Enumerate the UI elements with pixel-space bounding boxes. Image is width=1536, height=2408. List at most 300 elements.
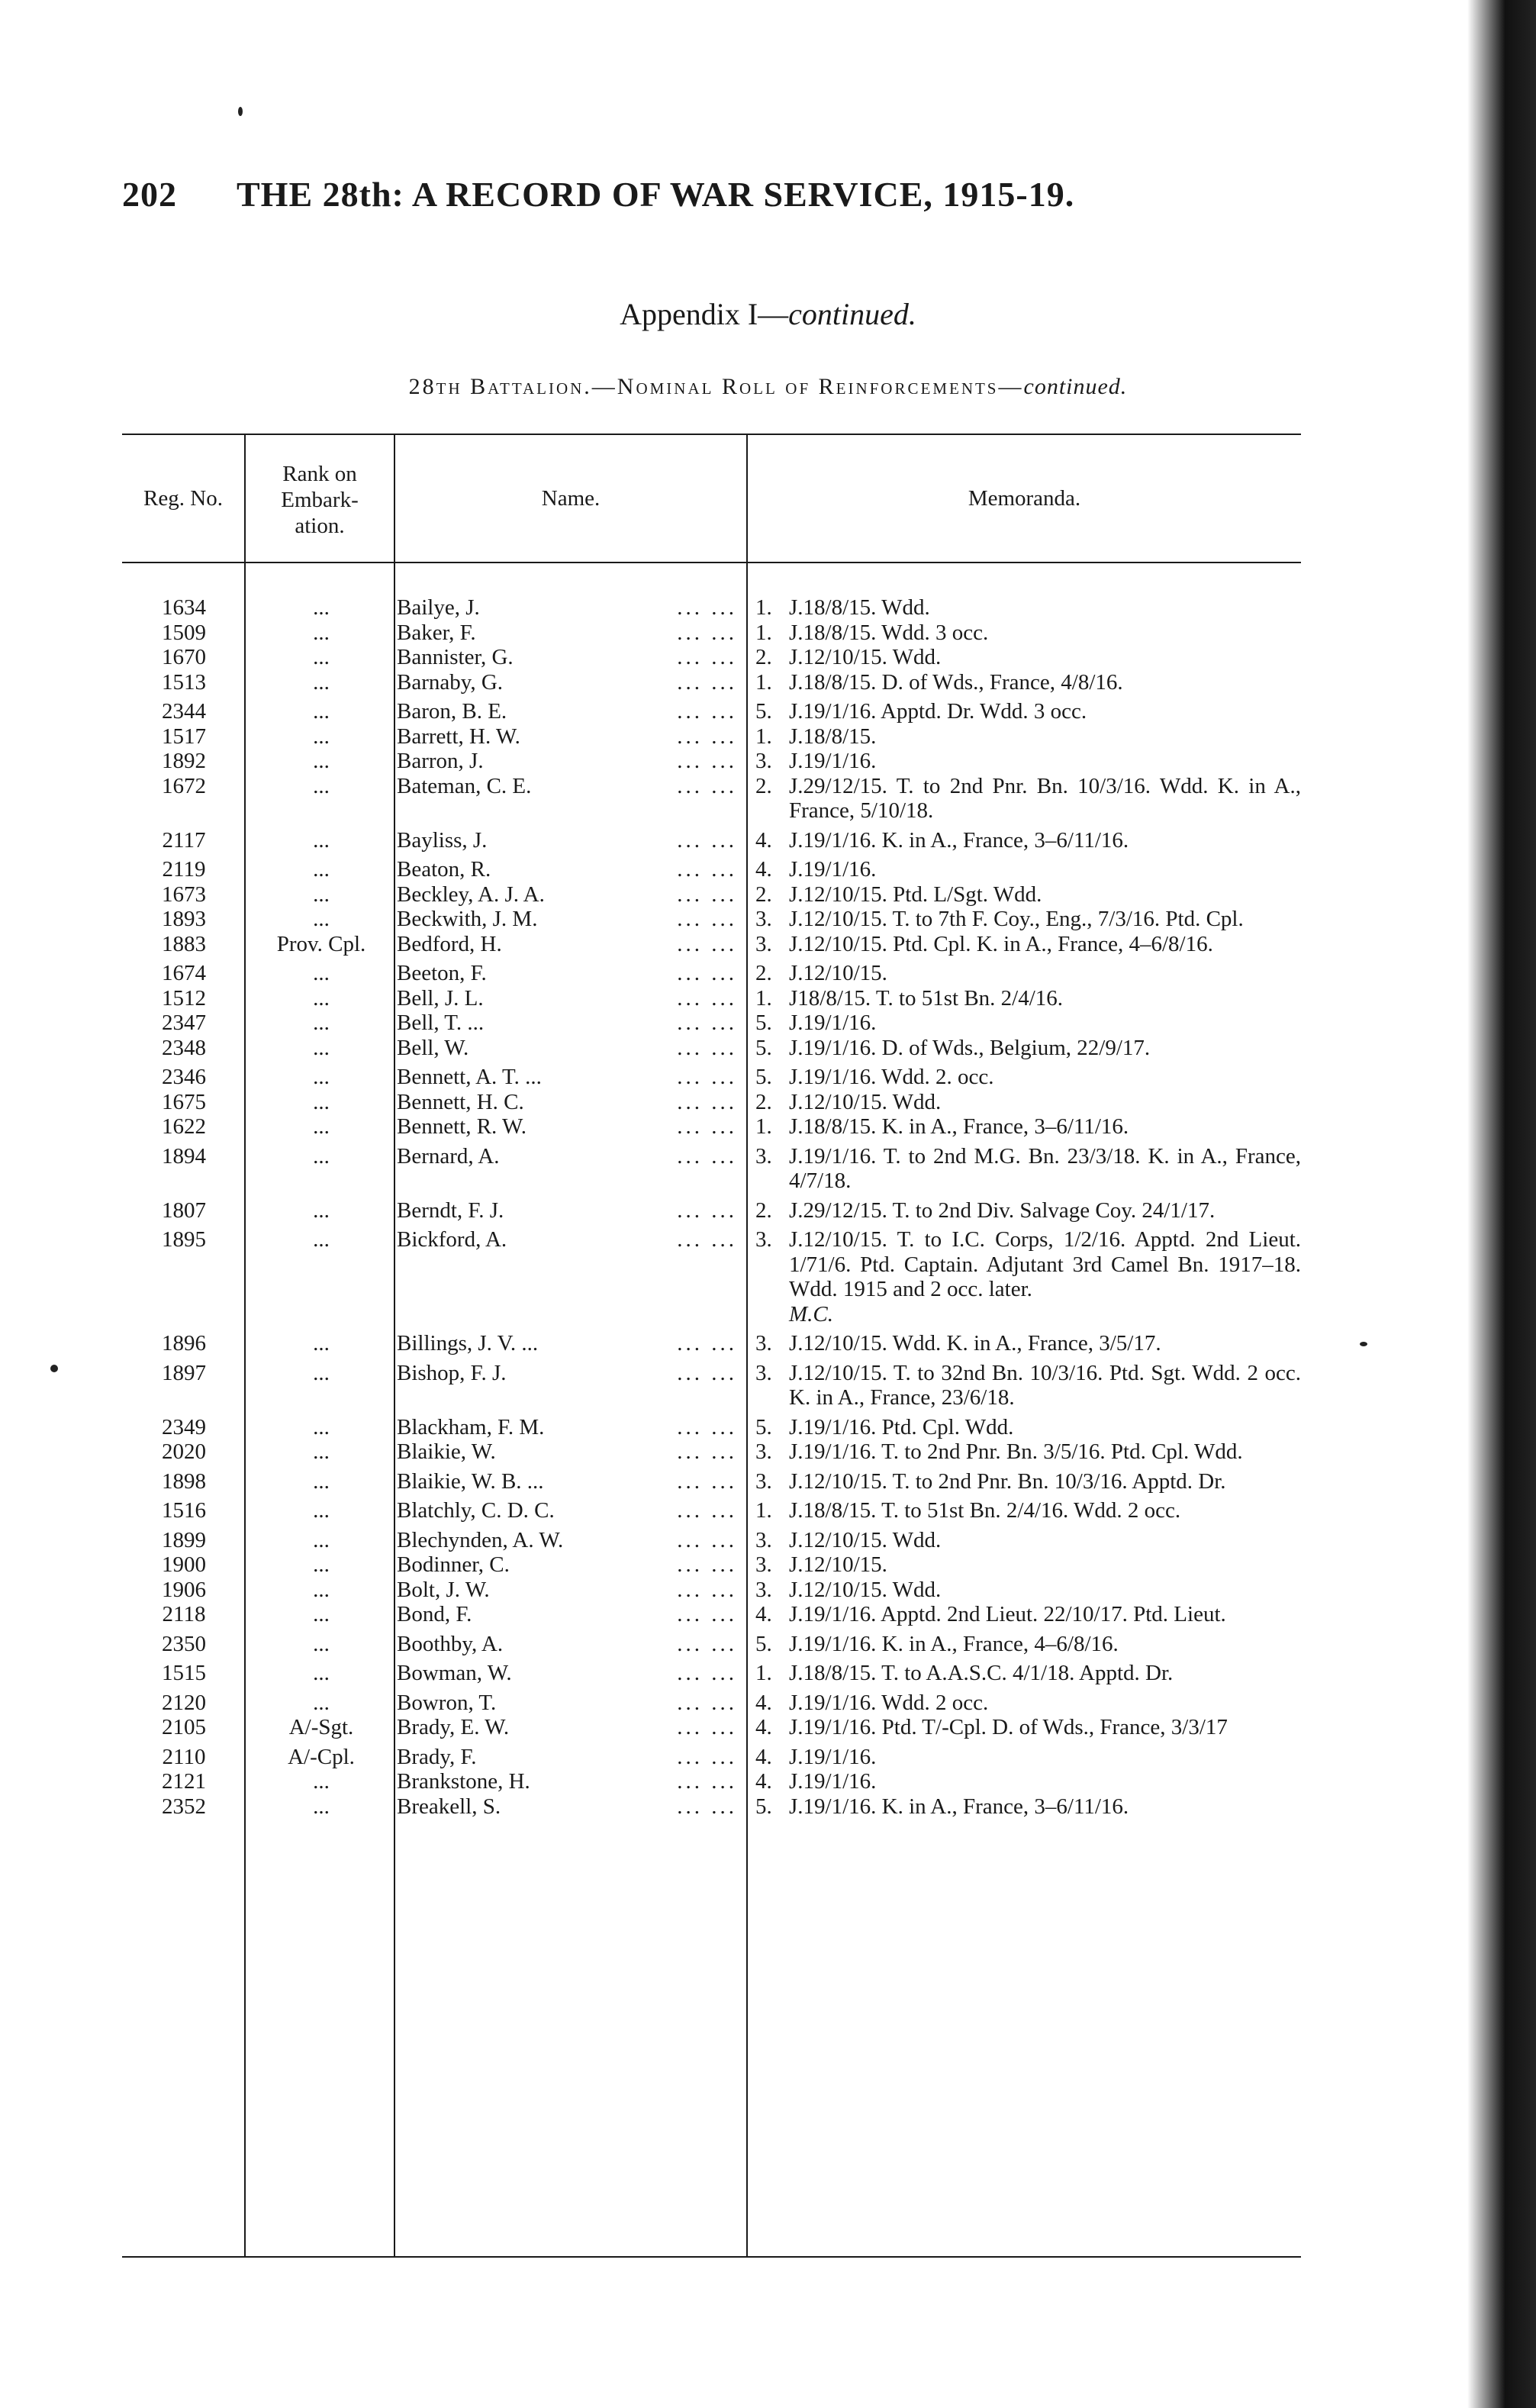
soldier-name-cell [397, 1745, 755, 1770]
reinforcement-number: 3. [755, 1331, 772, 1356]
nominal-roll-body [122, 595, 1301, 1819]
memoranda-body: J.19/1/16. K. in A., France, 3–6/11/16. [789, 827, 1129, 853]
table-row [122, 1498, 1301, 1523]
rank-on-embarkation: ... [313, 1690, 330, 1715]
rank-on-embarkation: ... [313, 1439, 330, 1464]
soldier-name: Barnaby, G. [397, 669, 504, 695]
memoranda-body: J.19/1/16. [789, 749, 877, 773]
table-row [122, 621, 1301, 646]
reinforcement-number: 1. [755, 724, 772, 749]
memoranda-text [789, 882, 1301, 907]
table-row [122, 1198, 1301, 1223]
memoranda-text [789, 670, 1301, 695]
memoranda-text [789, 1227, 1301, 1326]
table-row [122, 1114, 1301, 1140]
soldier-name-cell [397, 1198, 755, 1223]
reinforcement-number: 5. [755, 1011, 772, 1035]
reg-number: 1675 [162, 1089, 206, 1114]
soldier-name: Bell, T. ... [397, 1011, 485, 1035]
subtitle-continued: continued. [1023, 374, 1128, 399]
memoranda-body: J.12/10/15. Wdd. [789, 1089, 942, 1114]
leader-dots: ... ... [677, 1498, 737, 1523]
reg-number: 1674 [162, 961, 206, 985]
memoranda-text [789, 1632, 1301, 1657]
table-row [122, 1661, 1301, 1686]
memoranda-body: J.18/8/15. T. to 51st Bn. 2/4/16. Wdd. 2 occ. [789, 1498, 1181, 1523]
soldier-name-cell [397, 882, 755, 907]
table-row [122, 724, 1301, 749]
reg-number: 2105 [162, 1715, 206, 1739]
rank-on-embarkation: ... [313, 749, 330, 773]
memoranda-cell [755, 961, 1301, 986]
table-row [122, 645, 1301, 670]
leader-dots: ... ... [677, 1143, 737, 1169]
table-row [122, 1552, 1301, 1578]
soldier-name: Bolt, J. W. [397, 1577, 490, 1602]
reinforcement-number: 3. [755, 1527, 772, 1552]
leader-dots: ... ... [677, 1227, 737, 1252]
memoranda-text [789, 1691, 1301, 1716]
soldier-name-cell [397, 1227, 755, 1326]
soldier-name: Bishop, F. J. [397, 1360, 507, 1385]
reg-number: 1906 [162, 1577, 206, 1602]
leader-dots: ... ... [677, 1794, 737, 1819]
soldier-name: Bell, W. [397, 1035, 469, 1060]
memoranda-body: J.18/8/15. Wdd. [789, 595, 930, 620]
soldier-name: Baker, F. [397, 620, 476, 645]
reinforcement-number: 4. [755, 827, 772, 853]
table-row [122, 1715, 1301, 1740]
memoranda-text [789, 1578, 1301, 1603]
memoranda-text [789, 621, 1301, 646]
reg-number: 2349 [162, 1414, 206, 1439]
leader-dots: ... ... [677, 724, 737, 749]
rank-on-embarkation: ... [313, 1227, 330, 1252]
table-row [122, 932, 1301, 957]
memoranda-body: J.12/10/15. Wdd. [789, 645, 942, 669]
soldier-name: Bailye, J. [397, 595, 480, 620]
scan-speck [238, 107, 243, 116]
reinforcement-number: 1. [755, 620, 772, 645]
leader-dots: ... ... [677, 1552, 737, 1577]
table-row [122, 1794, 1301, 1820]
rank-on-embarkation: ... [313, 1331, 330, 1356]
soldier-name-cell [397, 907, 755, 932]
memoranda-body: J.19/1/16. T. to 2nd Pnr. Bn. 3/5/16. Ptd. Cpl. Wdd. [789, 1439, 1243, 1464]
memoranda-text [789, 1065, 1301, 1090]
leader-dots: ... ... [677, 1690, 737, 1715]
reinforcement-number: 5. [755, 1414, 772, 1439]
reinforcement-number: 2. [755, 882, 772, 907]
leader-dots: ... ... [677, 985, 737, 1011]
scan-speck [1360, 1342, 1367, 1346]
leader-dots: ... ... [677, 1744, 737, 1769]
soldier-name: Brady, F. [397, 1744, 477, 1769]
reinforcement-number: 3. [755, 1468, 772, 1494]
memoranda-body: J.12/10/15. T. to I.C. Corps, 1/2/16. Apptd. 2nd Lieut. 1/71/6. Ptd. Captain. Adjutant 3rd Camel Bn. 1917–18. Wdd. 1915 and 2 occ. later. [789, 1227, 1301, 1301]
memoranda-cell [755, 699, 1301, 724]
reinforcement-number: 3. [755, 1439, 772, 1464]
leader-dots: ... ... [677, 773, 737, 798]
soldier-name-cell [397, 1602, 755, 1627]
memoranda-text [789, 1552, 1301, 1578]
soldier-name: Berndt, F. J. [397, 1198, 504, 1223]
reg-number: 2350 [162, 1631, 206, 1656]
roll-subtitle [0, 374, 1536, 400]
leader-dots: ... ... [677, 907, 737, 931]
rank-on-embarkation: ... [313, 1577, 330, 1602]
memoranda-text [789, 645, 1301, 670]
rank-on-embarkation: Prov. Cpl. [276, 931, 366, 956]
memoranda-cell [755, 1661, 1301, 1686]
table-row [122, 1745, 1301, 1770]
memoranda-body: J.18/8/15. Wdd. 3 occ. [789, 620, 989, 645]
memoranda-text [789, 986, 1301, 1011]
reg-number: 1893 [162, 907, 206, 931]
scan-speck [50, 1365, 58, 1372]
reinforcement-number: 1. [755, 1661, 772, 1685]
reg-number: 2110 [162, 1744, 206, 1769]
soldier-name: Bodinner, C. [397, 1552, 510, 1577]
memoranda-cell [755, 907, 1301, 932]
col-header-name: Name. [541, 486, 601, 511]
memoranda-text [789, 1528, 1301, 1553]
soldier-name: Brady, E. W. [397, 1715, 510, 1739]
memoranda-cell [755, 621, 1301, 646]
col-header-rank-line: Embark- [281, 488, 359, 512]
memoranda-cell [755, 645, 1301, 670]
scan-edge-shadow [1467, 0, 1536, 2408]
soldier-name-cell [397, 699, 755, 724]
memoranda-cell [755, 1691, 1301, 1716]
memoranda-cell [755, 1198, 1301, 1223]
reinforcement-number: 5. [755, 699, 772, 724]
soldier-name-cell [397, 1090, 755, 1115]
subtitle-text: 28th Battalion.—Nominal Roll of Reinforcements— [408, 374, 1024, 399]
soldier-name-cell [397, 1715, 755, 1740]
memoranda-text [789, 1198, 1301, 1223]
soldier-name-cell [397, 1144, 755, 1194]
soldier-name: Bayliss, J. [397, 827, 488, 853]
rank-on-embarkation: ... [313, 1011, 330, 1035]
rank-on-embarkation: ... [313, 595, 330, 620]
rank-on-embarkation: ... [313, 1498, 330, 1523]
reinforcement-number: 3. [755, 931, 772, 956]
soldier-name-cell [397, 961, 755, 986]
memoranda-body: J.12/10/15. Wdd. [789, 1577, 942, 1602]
decoration-award: M.C. [789, 1301, 833, 1326]
leader-dots: ... ... [677, 857, 737, 882]
soldier-name: Bennett, H. C. [397, 1089, 524, 1114]
reinforcement-number: 2. [755, 961, 772, 985]
table-row [122, 1065, 1301, 1090]
memoranda-body: J.18/8/15. T. to A.A.S.C. 4/1/18. Apptd. Dr. [789, 1661, 1174, 1685]
soldier-name-cell [397, 1065, 755, 1090]
table-row [122, 857, 1301, 882]
reg-number: 1896 [162, 1331, 206, 1356]
memoranda-body: J18/8/15. T. to 51st Bn. 2/4/16. [789, 985, 1064, 1011]
soldier-name-cell [397, 932, 755, 957]
soldier-name-cell [397, 828, 755, 853]
page-number: 202 [122, 175, 177, 214]
reg-number: 1673 [162, 882, 206, 907]
reinforcement-number: 1. [755, 1114, 772, 1139]
rank-on-embarkation: ... [313, 1089, 330, 1114]
rank-on-embarkation: ... [313, 1527, 330, 1552]
reinforcement-number: 1. [755, 669, 772, 695]
col-header-reg: Reg. No. [143, 486, 223, 511]
reinforcement-number: 3. [755, 1577, 772, 1602]
memoranda-body: J.29/12/15. T. to 2nd Div. Salvage Coy. 24/1/17. [789, 1198, 1216, 1223]
table-row [122, 961, 1301, 986]
soldier-name: Bell, J. L. [397, 985, 484, 1011]
appendix-title [0, 296, 1536, 332]
memoranda-body: J.19/1/16. Apptd. 2nd Lieut. 22/10/17. Ptd. Lieut. [789, 1602, 1226, 1626]
soldier-name-cell [397, 1415, 755, 1440]
rank-on-embarkation: ... [313, 907, 330, 931]
reg-number: 2020 [162, 1439, 206, 1464]
col-header-rank-line: ation. [295, 514, 345, 538]
memoranda-cell [755, 1090, 1301, 1115]
rank-on-embarkation: ... [313, 1360, 330, 1385]
reinforcement-number: 3. [755, 907, 772, 931]
soldier-name-cell [397, 1528, 755, 1553]
soldier-name-cell [397, 1578, 755, 1603]
memoranda-cell [755, 1528, 1301, 1553]
memoranda-cell [755, 1331, 1301, 1356]
appendix-label: Appendix I— [620, 297, 789, 331]
memoranda-text [789, 749, 1301, 774]
memoranda-text [789, 857, 1301, 882]
soldier-name: Bickford, A. [397, 1227, 507, 1252]
leader-dots: ... ... [677, 749, 737, 773]
memoranda-cell [755, 1036, 1301, 1061]
reinforcement-number: 5. [755, 1794, 772, 1819]
memoranda-body: J.19/1/16. K. in A., France, 3–6/11/16. [789, 1794, 1129, 1819]
rank-on-embarkation: ... [313, 961, 330, 985]
memoranda-text [789, 699, 1301, 724]
soldier-name: Billings, J. V. ... [397, 1331, 539, 1356]
reinforcement-number: 5. [755, 1631, 772, 1656]
reg-number: 1897 [162, 1360, 206, 1385]
memoranda-body: J.29/12/15. T. to 2nd Pnr. Bn. 10/3/16. Wdd. K. in A., France, 5/10/18. [789, 773, 1301, 823]
table-row [122, 1331, 1301, 1356]
leader-dots: ... ... [677, 1715, 737, 1739]
soldier-name-cell [397, 857, 755, 882]
soldier-name: Blatchly, C. D. C. [397, 1498, 555, 1523]
rank-on-embarkation: A/-Cpl. [288, 1744, 355, 1769]
reinforcement-number: 4. [755, 1715, 772, 1739]
book-title: THE 28th: A RECORD OF WAR SERVICE, 1915-19. [237, 175, 1075, 214]
soldier-name: Bowman, W. [397, 1661, 512, 1685]
soldier-name: Barrett, H. W. [397, 724, 520, 749]
soldier-name: Boothby, A. [397, 1631, 504, 1656]
memoranda-text [789, 1602, 1301, 1627]
table-row [122, 907, 1301, 932]
reg-number: 1513 [162, 669, 206, 695]
memoranda-cell [755, 828, 1301, 853]
col-header-rank [246, 461, 394, 539]
reg-number: 1895 [162, 1227, 206, 1252]
leader-dots: ... ... [677, 1089, 737, 1114]
memoranda-body: J.19/1/16. Ptd. T/-Cpl. D. of Wds., France, 3/3/17 [789, 1715, 1228, 1739]
header-bottom-rule [122, 562, 1301, 563]
table-top-rule [122, 434, 1301, 435]
memoranda-text [789, 1011, 1301, 1036]
table-row [122, 1602, 1301, 1627]
table-row [122, 1578, 1301, 1603]
memoranda-body: J.12/10/15. [789, 961, 887, 985]
leader-dots: ... ... [677, 1468, 737, 1494]
soldier-name-cell [397, 1361, 755, 1410]
reg-number: 1892 [162, 749, 206, 773]
rank-on-embarkation: ... [313, 985, 330, 1011]
rank-on-embarkation: ... [313, 1794, 330, 1819]
soldier-name-cell [397, 724, 755, 749]
memoranda-cell [755, 1602, 1301, 1627]
table-row [122, 882, 1301, 907]
memoranda-cell [755, 857, 1301, 882]
reg-number: 2347 [162, 1011, 206, 1035]
soldier-name: Bennett, R. W. [397, 1114, 526, 1139]
reinforcement-number: 3. [755, 1552, 772, 1577]
memoranda-text [789, 1715, 1301, 1740]
rank-on-embarkation: ... [313, 1065, 330, 1089]
reg-number: 2352 [162, 1794, 206, 1819]
memoranda-body: J.18/8/15. D. of Wds., France, 4/8/16. [789, 669, 1123, 695]
reinforcement-number: 4. [755, 1769, 772, 1794]
reg-number: 2348 [162, 1035, 206, 1060]
reinforcement-number: 2. [755, 645, 772, 669]
memoranda-text [789, 1415, 1301, 1440]
reinforcement-number: 3. [755, 1360, 772, 1385]
memoranda-text [789, 1331, 1301, 1356]
table-row [122, 1469, 1301, 1494]
reinforcement-number: 3. [755, 1143, 772, 1169]
reg-number: 1509 [162, 620, 206, 645]
rank-on-embarkation: ... [313, 1143, 330, 1169]
memoranda-cell [755, 1794, 1301, 1820]
memoranda-body: J.18/8/15. [789, 724, 877, 749]
memoranda-body: J.12/10/15. Ptd. Cpl. K. in A., France, 4–6/8/16. [789, 931, 1213, 956]
table-row [122, 1632, 1301, 1657]
memoranda-body: J.19/1/16. Ptd. Cpl. Wdd. [789, 1414, 1014, 1439]
table-row [122, 1144, 1301, 1194]
soldier-name-cell [397, 645, 755, 670]
appendix-continued: continued. [788, 297, 916, 331]
reg-number: 1516 [162, 1498, 206, 1523]
reg-number: 1899 [162, 1527, 206, 1552]
memoranda-text [789, 1114, 1301, 1140]
reg-number: 1894 [162, 1143, 206, 1169]
memoranda-text [789, 724, 1301, 749]
rank-on-embarkation: ... [313, 1198, 330, 1223]
memoranda-body: J.19/1/16. [789, 1011, 877, 1035]
reinforcement-number: 3. [755, 1227, 772, 1252]
leader-dots: ... ... [677, 620, 737, 645]
soldier-name: Brankstone, H. [397, 1769, 530, 1794]
leader-dots: ... ... [677, 1198, 737, 1223]
soldier-name: Baron, B. E. [397, 699, 507, 724]
leader-dots: ... ... [677, 827, 737, 853]
memoranda-text [789, 1745, 1301, 1770]
soldier-name-cell [397, 1769, 755, 1794]
soldier-name: Bernard, A. [397, 1143, 500, 1169]
table-row [122, 1769, 1301, 1794]
memoranda-text [789, 774, 1301, 824]
memoranda-text [789, 1661, 1301, 1686]
soldier-name-cell [397, 1114, 755, 1140]
leader-dots: ... ... [677, 1360, 737, 1385]
soldier-name-cell [397, 1498, 755, 1523]
reinforcement-number: 1. [755, 985, 772, 1011]
rank-on-embarkation: ... [313, 1414, 330, 1439]
table-row [122, 1415, 1301, 1440]
table-row [122, 1361, 1301, 1410]
rank-on-embarkation: ... [313, 1769, 330, 1794]
soldier-name-cell [397, 1469, 755, 1494]
soldier-name: Beaton, R. [397, 857, 491, 882]
soldier-name: Beeton, F. [397, 961, 487, 985]
memoranda-cell [755, 1552, 1301, 1578]
reg-number: 2117 [162, 827, 206, 853]
leader-dots: ... ... [677, 1661, 737, 1685]
rank-on-embarkation: ... [313, 1552, 330, 1577]
soldier-name: Barron, J. [397, 749, 484, 773]
reinforcement-number: 4. [755, 1690, 772, 1715]
rank-on-embarkation: ... [313, 724, 330, 749]
leader-dots: ... ... [677, 699, 737, 724]
reg-number: 2119 [162, 857, 206, 882]
rank-on-embarkation: ... [313, 645, 330, 669]
memoranda-cell [755, 1715, 1301, 1740]
memoranda-body: J.19/1/16. Apptd. Dr. Wdd. 3 occ. [789, 699, 1087, 724]
table-row [122, 1036, 1301, 1061]
soldier-name-cell [397, 749, 755, 774]
leader-dots: ... ... [677, 1577, 737, 1602]
memoranda-body: J.18/8/15. K. in A., France, 3–6/11/16. [789, 1114, 1129, 1139]
col-header-memo: Memoranda. [968, 486, 1081, 511]
soldier-name: Bedford, H. [397, 931, 502, 956]
reg-number: 1672 [162, 773, 206, 798]
soldier-name: Bateman, C. E. [397, 773, 532, 798]
memoranda-cell [755, 774, 1301, 824]
soldier-name-cell [397, 621, 755, 646]
leader-dots: ... ... [677, 1011, 737, 1035]
memoranda-body: J.19/1/16. [789, 857, 877, 882]
memoranda-text [789, 907, 1301, 932]
soldier-name-cell [397, 986, 755, 1011]
table-row [122, 986, 1301, 1011]
reinforcement-number: 4. [755, 1602, 772, 1626]
reinforcement-number: 3. [755, 749, 772, 773]
soldier-name: Bannister, G. [397, 645, 514, 669]
soldier-name: Beckley, A. J. A. [397, 882, 545, 907]
leader-dots: ... ... [677, 882, 737, 907]
table-row [122, 774, 1301, 824]
reg-number: 2346 [162, 1065, 206, 1089]
leader-dots: ... ... [677, 1114, 737, 1139]
table-bottom-rule [122, 2256, 1301, 2258]
memoranda-cell [755, 1578, 1301, 1603]
reinforcement-number: 5. [755, 1065, 772, 1089]
memoranda-cell [755, 1227, 1301, 1326]
soldier-name-cell [397, 1794, 755, 1820]
memoranda-body: J.19/1/16. T. to 2nd M.G. Bn. 23/3/18. K. in A., France, 4/7/18. [789, 1143, 1301, 1193]
soldier-name: Beckwith, J. M. [397, 907, 538, 931]
rank-on-embarkation: ... [313, 1114, 330, 1139]
soldier-name-cell [397, 1011, 755, 1036]
